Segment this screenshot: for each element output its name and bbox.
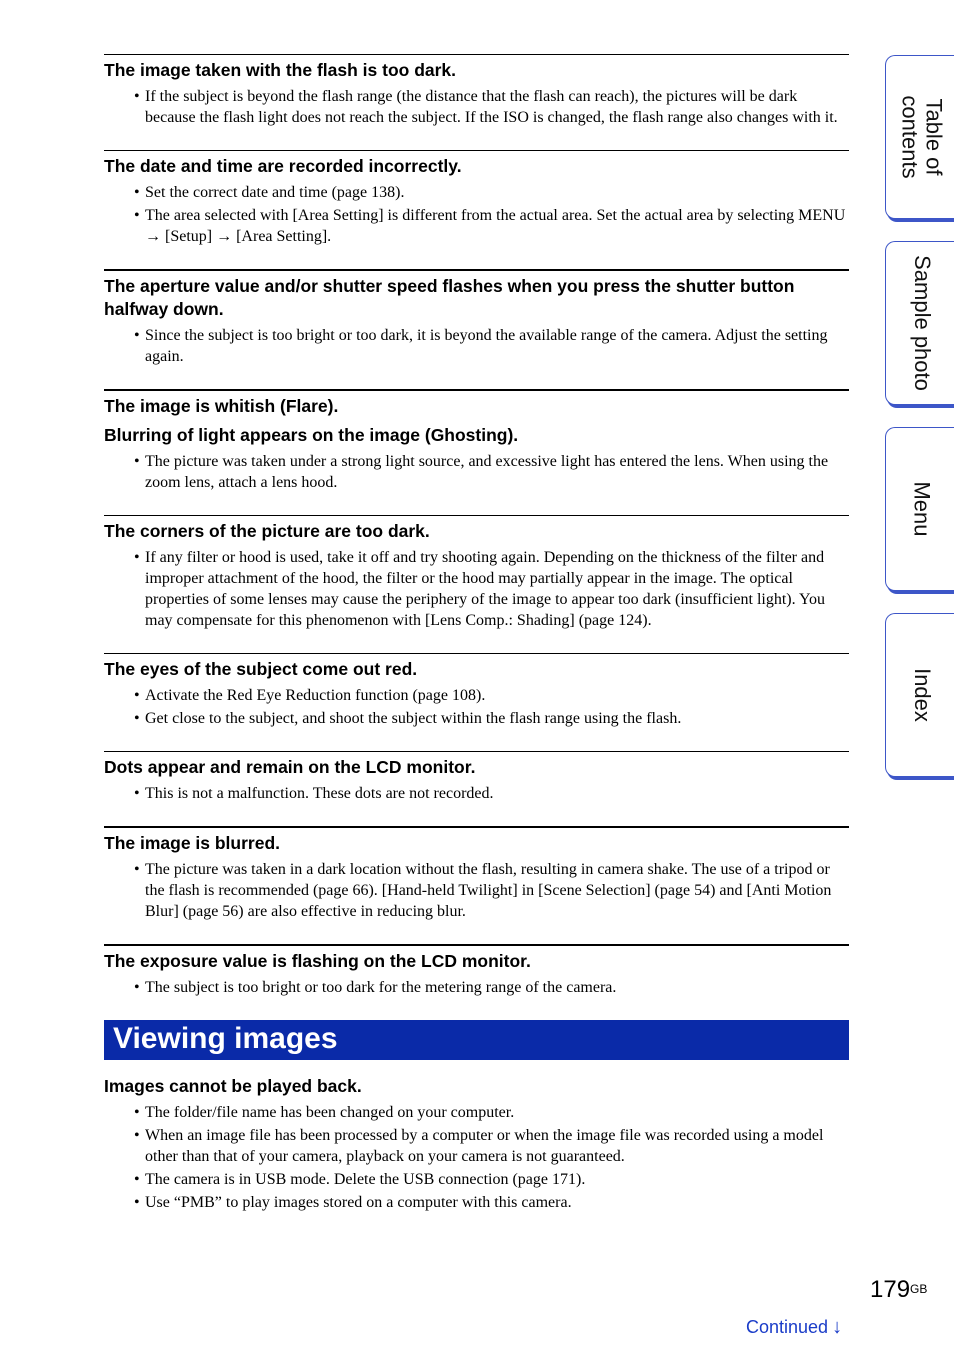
bullet-item: • The area selected with [Area Setting] is different from the actual area. Set the actual area by selecting MENU → [Setup] → [Area Setting]. bbox=[104, 205, 849, 247]
banner-title: Viewing images bbox=[113, 1022, 338, 1055]
troubleshooting-section bbox=[104, 515, 849, 631]
bullet-item: • The picture was taken in a dark location without the flash, resulting in camera shake. The use of a tripod or the flash is recommended (page 66). [Hand-held Twilight] in [Scene Selection] (page 54) and [Anti Motion Blur] (page 56) are also effective in reducing blur. bbox=[104, 859, 849, 922]
section-banner bbox=[104, 1020, 849, 1060]
continued-link[interactable] bbox=[746, 1316, 842, 1339]
bullet-item: • If any filter or hood is used, take it off and try shooting again. Depending on the thickness of the filter and improper attachment of the hood, the filter or the hood may partially appear in the image. The optical properties of some lenses may cause the periphery of the image to appear too dark (insufficient light). You may compensate for this phenomenon with [Lens Comp.: Shading] (page 124). bbox=[104, 547, 849, 631]
section-heading: The corners of the picture are too dark. bbox=[104, 521, 430, 541]
tab-label: Index bbox=[909, 668, 935, 722]
section-heading: The exposure value is flashing on the LCD monitor. bbox=[104, 951, 531, 971]
tab-label: Table of contents bbox=[898, 95, 948, 179]
bullet-item: • When an image file has been processed by a computer or when the image file was recorded using a model other than that of your camera, playback on your camera is not guaranteed. bbox=[104, 1125, 849, 1167]
troubleshooting-section bbox=[104, 269, 849, 367]
section-heading: The date and time are recorded incorrectly. bbox=[104, 156, 462, 176]
troubleshooting-section bbox=[104, 826, 849, 922]
section-heading: Dots appear and remain on the LCD monitor. bbox=[104, 757, 476, 777]
troubleshooting-section bbox=[104, 944, 849, 998]
tab-label: Menu bbox=[909, 481, 935, 537]
troubleshooting-sections bbox=[104, 54, 849, 998]
bullet-item: • The camera is in USB mode. Delete the USB connection (page 171). bbox=[104, 1169, 849, 1190]
section-heading: The image taken with the flash is too dark. bbox=[104, 60, 457, 80]
bullet-list bbox=[104, 685, 849, 729]
troubleshooting-section bbox=[104, 389, 849, 493]
section-heading: The eyes of the subject come out red. bbox=[104, 659, 418, 679]
bullet-item: • Get close to the subject, and shoot the subject within the flash range using the flash. bbox=[104, 708, 849, 729]
bullet-list bbox=[104, 325, 849, 367]
bullet-item: • Activate the Red Eye Reduction function (page 108). bbox=[104, 685, 849, 706]
bullet-list bbox=[104, 977, 849, 998]
bullet-item: • The subject is too bright or too dark for the metering range of the camera. bbox=[104, 977, 849, 998]
page-number-value: 179 bbox=[870, 1276, 911, 1303]
section-heading: Blurring of light appears on the image (Ghosting). bbox=[104, 425, 519, 445]
region-code: GB bbox=[910, 1282, 928, 1296]
bullet-item: • Use “PMB” to play images stored on a computer with this camera. bbox=[104, 1192, 849, 1213]
down-arrow-icon: ↓ bbox=[832, 1316, 843, 1338]
troubleshooting-section bbox=[104, 751, 849, 804]
bullet-list bbox=[104, 182, 849, 247]
bullet-item: • Set the correct date and time (page 138). bbox=[104, 182, 849, 203]
continued-label: Continued bbox=[746, 1317, 829, 1337]
bullet-list bbox=[104, 859, 849, 922]
tab-index[interactable] bbox=[885, 613, 954, 777]
viewing-heading: Images cannot be played back. bbox=[104, 1076, 362, 1096]
troubleshooting-section bbox=[104, 54, 849, 128]
troubleshooting-section bbox=[104, 653, 849, 729]
bullet-item: • Since the subject is too bright or too dark, it is beyond the available range of the camera. Adjust the setting again. bbox=[104, 325, 849, 367]
bullet-list bbox=[104, 86, 849, 128]
bullet-list bbox=[104, 547, 849, 631]
tab-table-of-contents[interactable] bbox=[885, 55, 954, 219]
section-heading: The aperture value and/or shutter speed flashes when you press the shutter button halfway down. bbox=[104, 276, 795, 319]
bullet-item: • The folder/file name has been changed on your computer. bbox=[104, 1102, 849, 1123]
bullet-item: • The picture was taken under a strong light source, and excessive light has entered the lens. When using the zoom lens, attach a lens hood. bbox=[104, 451, 849, 493]
bullet-list bbox=[104, 451, 849, 493]
tab-sample-photo[interactable] bbox=[885, 241, 954, 405]
tab-menu[interactable] bbox=[885, 427, 954, 591]
bullet-item: • This is not a malfunction. These dots are not recorded. bbox=[104, 783, 849, 804]
bullet-list bbox=[104, 783, 849, 804]
page-content bbox=[104, 54, 849, 1215]
bullet-item: • If the subject is beyond the flash range (the distance that the flash can reach), the pictures will be dark because the flash light does not reach the subject. If the ISO is changed, the flash range also changes with it. bbox=[104, 86, 849, 128]
page-number bbox=[870, 1276, 927, 1304]
tab-label: Sample photo bbox=[910, 255, 936, 391]
section-heading: The image is whitish (Flare). bbox=[104, 396, 339, 416]
section-heading: The image is blurred. bbox=[104, 833, 281, 853]
troubleshooting-section bbox=[104, 150, 849, 247]
viewing-bullet-list bbox=[104, 1102, 849, 1213]
